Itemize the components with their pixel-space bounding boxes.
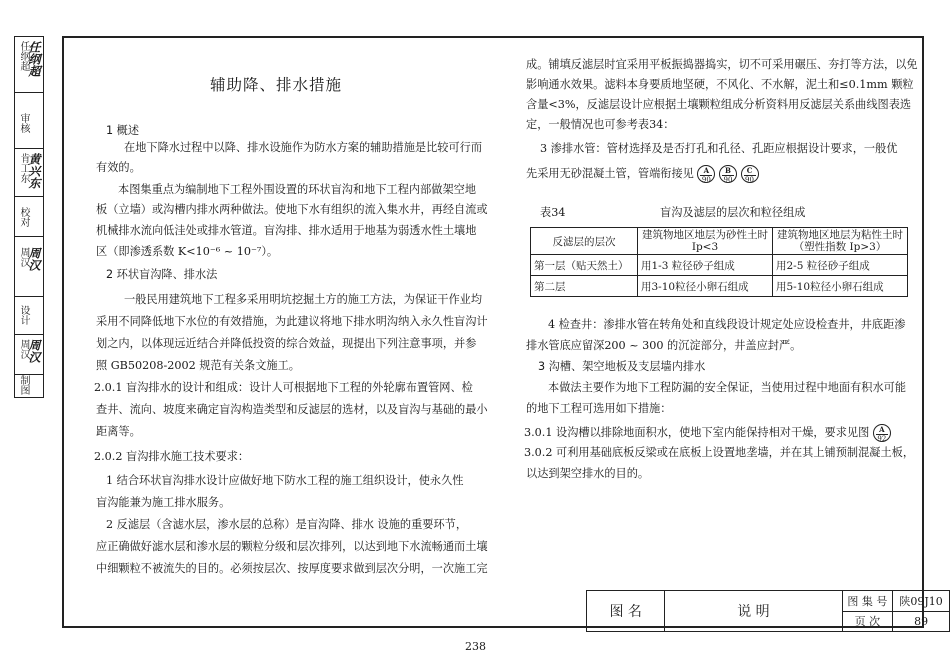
right-line: 本做法主要作为地下工程防漏的安全保证，当使用过程中地面有积水可能 [548, 381, 907, 394]
side-row-3 [15, 149, 43, 197]
right-line: 影响通水效果。滤料本身要质地坚硬，不风化、不水解，泥土和≤0.1mm 颗粒 [526, 78, 914, 91]
left-line: 区（即渗透系数 K<10⁻⁶ ~ 10⁻⁷）。 [96, 245, 279, 258]
left-line: 2 反滤层（含滤水层，渗水层的总称）是盲沟降、排水 设施的重要环节， [106, 518, 468, 531]
table-34 [530, 227, 908, 297]
clause-2-0-1: 2.0.1 盲沟排水的设计和组成：设计人可根据地下工程的外轮廓布置管网、检 [94, 381, 473, 394]
table-cell: 用2-5 粒径砂子组成 [773, 255, 908, 276]
right-line: 以达到架空排水的目的。 [526, 467, 650, 480]
title-block-label: 图 名 [587, 591, 665, 632]
right-line: 含量<3%，反滤层设计应根据土壤颗粒组成分析资料用反滤层关系曲线图表选 [526, 98, 912, 111]
detail-ref-b90[interactable]: $\frac{B}{90}$ [719, 165, 737, 183]
side-label-6: 设计 [18, 305, 29, 325]
detail-ref-c90[interactable]: $\frac{C}{90}$ [741, 165, 759, 183]
left-line: 1 结合环状盲沟排水设计应做好地下防水工程的施工组织设计，使永久性 [106, 474, 464, 487]
page-label: 页 次 [842, 611, 893, 632]
left-line: 在地下降水过程中以降、排水设施作为防水方案的辅助措施是比较可行而 [124, 141, 483, 154]
side-label-1: 任纲超 [18, 41, 29, 71]
section-3-heading: 3 沟槽、架空地板及支层墙内排水 [538, 360, 706, 373]
drawing-name: 说 明 [665, 591, 842, 632]
table-caption: 表34 [540, 206, 566, 219]
section-1-heading: 1 概述 [106, 124, 140, 137]
side-label-7: 周汉 [18, 339, 29, 359]
atlas-label: 图 集 号 [842, 591, 893, 612]
table-cell: 用1-3 粒径砂子组成 [638, 255, 773, 276]
left-line: 板（立墙）或沟槽内排水两种做法。使地下水有组织的流入集水井，再经自流或 [96, 203, 488, 216]
section-2-heading: 2 环状盲沟降、排水法 [106, 268, 218, 281]
left-line: 查井、流向、坡度来确定盲沟构造类型和反滤层的选材，以及盲沟与基础的最小 [96, 403, 488, 416]
side-label-5: 周汉 [18, 247, 29, 267]
clause-2-0-2: 2.0.2 盲沟排水施工技术要求： [94, 450, 250, 463]
side-row-6 [15, 297, 43, 335]
left-line: 照 GB50208-2002 规范有关条文施工。 [96, 359, 300, 372]
right-line: 成。铺填反滤层时宜采用平板振捣器捣实，切不可采用碾压、夯打等方法，以免 [526, 58, 918, 71]
side-row-2 [15, 93, 43, 149]
side-sign-5: 周汉 [27, 247, 41, 271]
right-line [526, 165, 759, 183]
table-title: 盲沟及滤层的层次和粒径组成 [660, 206, 806, 219]
left-line: 有效的。 [96, 161, 141, 174]
title-block [586, 590, 950, 632]
detail-ref-a90[interactable]: $\frac{A}{90}$ [697, 165, 715, 183]
left-line: 一般民用建筑地下工程多采用明坑挖掘土方的施工方法，为保证干作业均 [124, 293, 483, 306]
side-sign-3: 黄兴东 [27, 153, 41, 189]
table-row [531, 255, 908, 276]
table-cell: 用3-10粒径小卵石组成 [638, 276, 773, 297]
side-label-4: 校对 [18, 207, 29, 227]
atlas-number: 陕09J10 [893, 591, 950, 612]
table-cell: 第一层（贴天然土） [531, 255, 638, 276]
clause-3-0-1: 3.0.1 设沟槽以排除地面积水，使地下室内能保持相对干燥，要求见图 $\frac{A}{92}$ [524, 424, 891, 442]
right-line-text: 先采用无砂混凝土管，管端衔接见 [526, 167, 694, 180]
sheet-number: 89 [893, 611, 950, 632]
left-line: 距离等。 [96, 425, 141, 438]
table-header-row [531, 228, 908, 255]
page-number: 238 [465, 640, 486, 653]
left-line: 中细颗粒不被流失的目的。必须按层次、按厚度要求做到层次分明，一次施工完 [96, 562, 488, 575]
right-line: 的地下工程可选用如下措施： [526, 402, 672, 415]
side-row-8 [15, 375, 43, 397]
right-line: 4 检查井：渗排水管在转角处和直线段设计规定处应设检查井，井底距渗 [548, 318, 906, 331]
right-line: 3 渗排水管：管材选择及是否打孔和孔径、孔距应根据设计要求，一般优 [540, 142, 898, 155]
left-line: 采用不同降低地下水位的有效措施，为此建议将地下排水明沟纳入永久性盲沟计 [96, 315, 488, 328]
table-header-cell: 反滤层的层次 [531, 228, 638, 255]
table-header-cell: 建筑物地区地层为砂性土时 Ip<3 [638, 228, 773, 255]
side-row-5 [15, 237, 43, 297]
right-line: 定，一般情况也可参考表34： [526, 118, 675, 131]
detail-ref-a92[interactable]: $\frac{A}{92}$ [873, 424, 891, 442]
side-row-7 [15, 335, 43, 375]
page-title: 辅助降、排水措施 [210, 76, 343, 94]
signature-column [14, 36, 44, 398]
clause-3-0-2: 3.0.2 可利用基础底板反梁或在底板上设置地垄墙，并在其上铺预制混凝土板， [524, 446, 915, 459]
side-label-2: 审核 [18, 113, 29, 133]
left-line: 盲沟能兼为施工排水服务。 [96, 496, 231, 509]
left-line: 本图集重点为编制地下工程外围设置的环状盲沟和地下工程内部做架空地 [118, 183, 477, 196]
left-line: 划之内，以体现远近结合并降低投资的综合效益，现提出下列注意事项，并参 [96, 337, 477, 350]
side-row-4 [15, 197, 43, 237]
side-label-8: 制图 [18, 375, 29, 395]
left-line: 机械排水流向低洼处或排水管道。盲沟排、排水适用于地基为弱透水性土壤地 [96, 224, 477, 237]
table-header-cell: 建筑物地区地层为粘性土时 （塑性指数 Ip>3） [773, 228, 908, 255]
table-cell: 第二层 [531, 276, 638, 297]
side-row-1 [15, 37, 43, 93]
right-line: 排水管底应留深200 ~ 300 的沉淀部分，井盖应封严。 [526, 339, 802, 352]
side-sign-1: 任纲超 [27, 41, 41, 77]
table-cell: 用5-10粒径小卵石组成 [773, 276, 908, 297]
side-label-3: 肯工东 [18, 153, 29, 183]
table-row [531, 276, 908, 297]
left-line: 应正确做好滤水层和渗水层的颗粒分级和层次排列，以达到地下水流畅通而土壤 [96, 540, 488, 553]
side-sign-7: 周汉 [27, 339, 41, 363]
